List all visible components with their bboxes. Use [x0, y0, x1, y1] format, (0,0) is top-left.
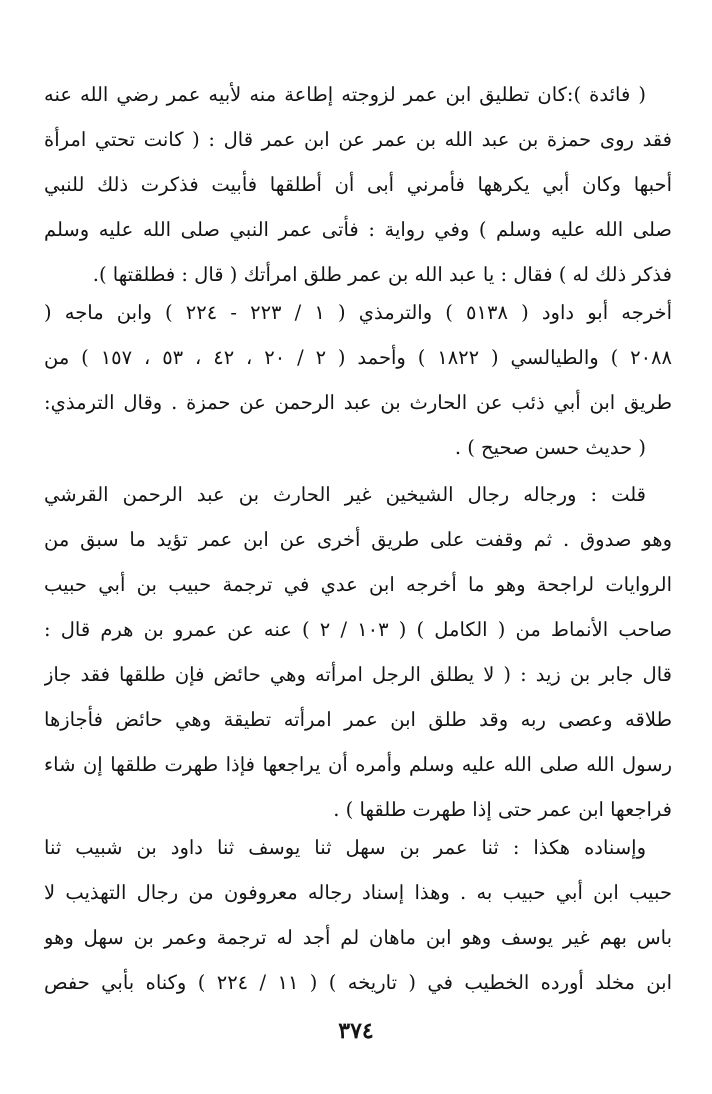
text-line: فراجعها ابن عمر حتى إذا طهرت طلقها ) . — [333, 798, 672, 821]
text-line: ابن مخلد أورده الخطيب في ( تاريخه ) ( ١١ / ٢٢٤ ) وكناه بأبي حفص — [44, 971, 672, 994]
text-line: قلت : ورجاله رجال الشيخين غير الحارث بن عبد الرحمن القرشي — [44, 483, 646, 506]
text-line: حبيب ابن أبي حبيب به . وهذا إسناد رجاله معروفون من رجال التهذيب لا — [44, 881, 672, 904]
text-line: قال جابر بن زيد : ( لا يطلق الرجل امرأته وهي حائض فإن طلقها فقد جاز — [44, 663, 672, 686]
text-line: أخرجه أبو داود ( ٥١٣٨ ) والترمذي ( ١ / ٢٢٣ - ٢٢٤ ) وابن ماجه ( — [44, 301, 672, 324]
text-line: ٢٠٨٨ ) والطيالسي ( ١٨٢٢ ) وأحمد ( ٢ / ٢٠ ، ٤٢ ، ٥٣ ، ١٥٧ ) من — [44, 346, 672, 369]
page-number: ٣٧٤ — [338, 1018, 374, 1044]
paragraph-takhrij — [44, 290, 672, 470]
text-line: فقد روى حمزة بن عبد الله بن عمر عن ابن عمر قال : ( كانت تحتي امرأة — [44, 128, 672, 151]
text-line: صلى الله عليه وسلم ) وفي رواية : فأتى عمر النبي صلى الله عليه وسلم — [44, 218, 672, 241]
text-line: رسول الله صلى الله عليه وسلم وأمره أن يراجعها فإذا طهرت طلقها إن شاء — [44, 753, 672, 776]
text-line: باس بهم غير يوسف وهو ابن ماهان لم أجد له ترجمة وعمر بن سهل وهو — [44, 926, 672, 949]
text-line: الروايات لراجحة وهو ما أخرجه ابن عدي في ترجمة حبيب بن أبي حبيب — [44, 573, 672, 596]
text-line: فذكر ذلك له ) فقال : يا عبد الله بن عمر طلق امرأتك ( قال : فطلقتها ). — [92, 263, 672, 286]
paragraph-isnad — [44, 825, 672, 1005]
paragraph-benefit-note — [44, 72, 672, 297]
text-line: طلاقه وعصى ربه وقد طلق ابن عمر امرأته تطيقة وهي حائض فأجازها — [44, 708, 672, 731]
text-line: طريق ابن أبي ذئب عن الحارث بن عبد الرحمن عن حمزة . وقال الترمذي: — [44, 391, 672, 414]
text-line: وإسناده هكذا : ثنا عمر بن سهل ثنا يوسف ثنا داود بن شبيب ثنا — [44, 836, 646, 859]
text-line: صاحب الأنماط من ( الكامل ) ( ١٠٣ / ٢ ) عنه عن عمرو بن هرم قال : — [44, 618, 672, 641]
text-line: ( فائدة ):كان تطليق ابن عمر لزوجته إطاعة منه لأبيه عمر رضي الله عنه — [44, 83, 646, 106]
text-line: أحبها وكان أبي يكرهها فأمرني أبى أن أطلقها فأبيت فذكرت ذلك للنبي — [44, 173, 672, 196]
text-line: وهو صدوق . ثم وقفت على طريق أخرى عن ابن عمر تؤيد ما سبق من — [44, 528, 672, 551]
paragraph-commentary — [44, 472, 672, 832]
text-line: ( حديث حسن صحيح ) . — [454, 436, 646, 459]
